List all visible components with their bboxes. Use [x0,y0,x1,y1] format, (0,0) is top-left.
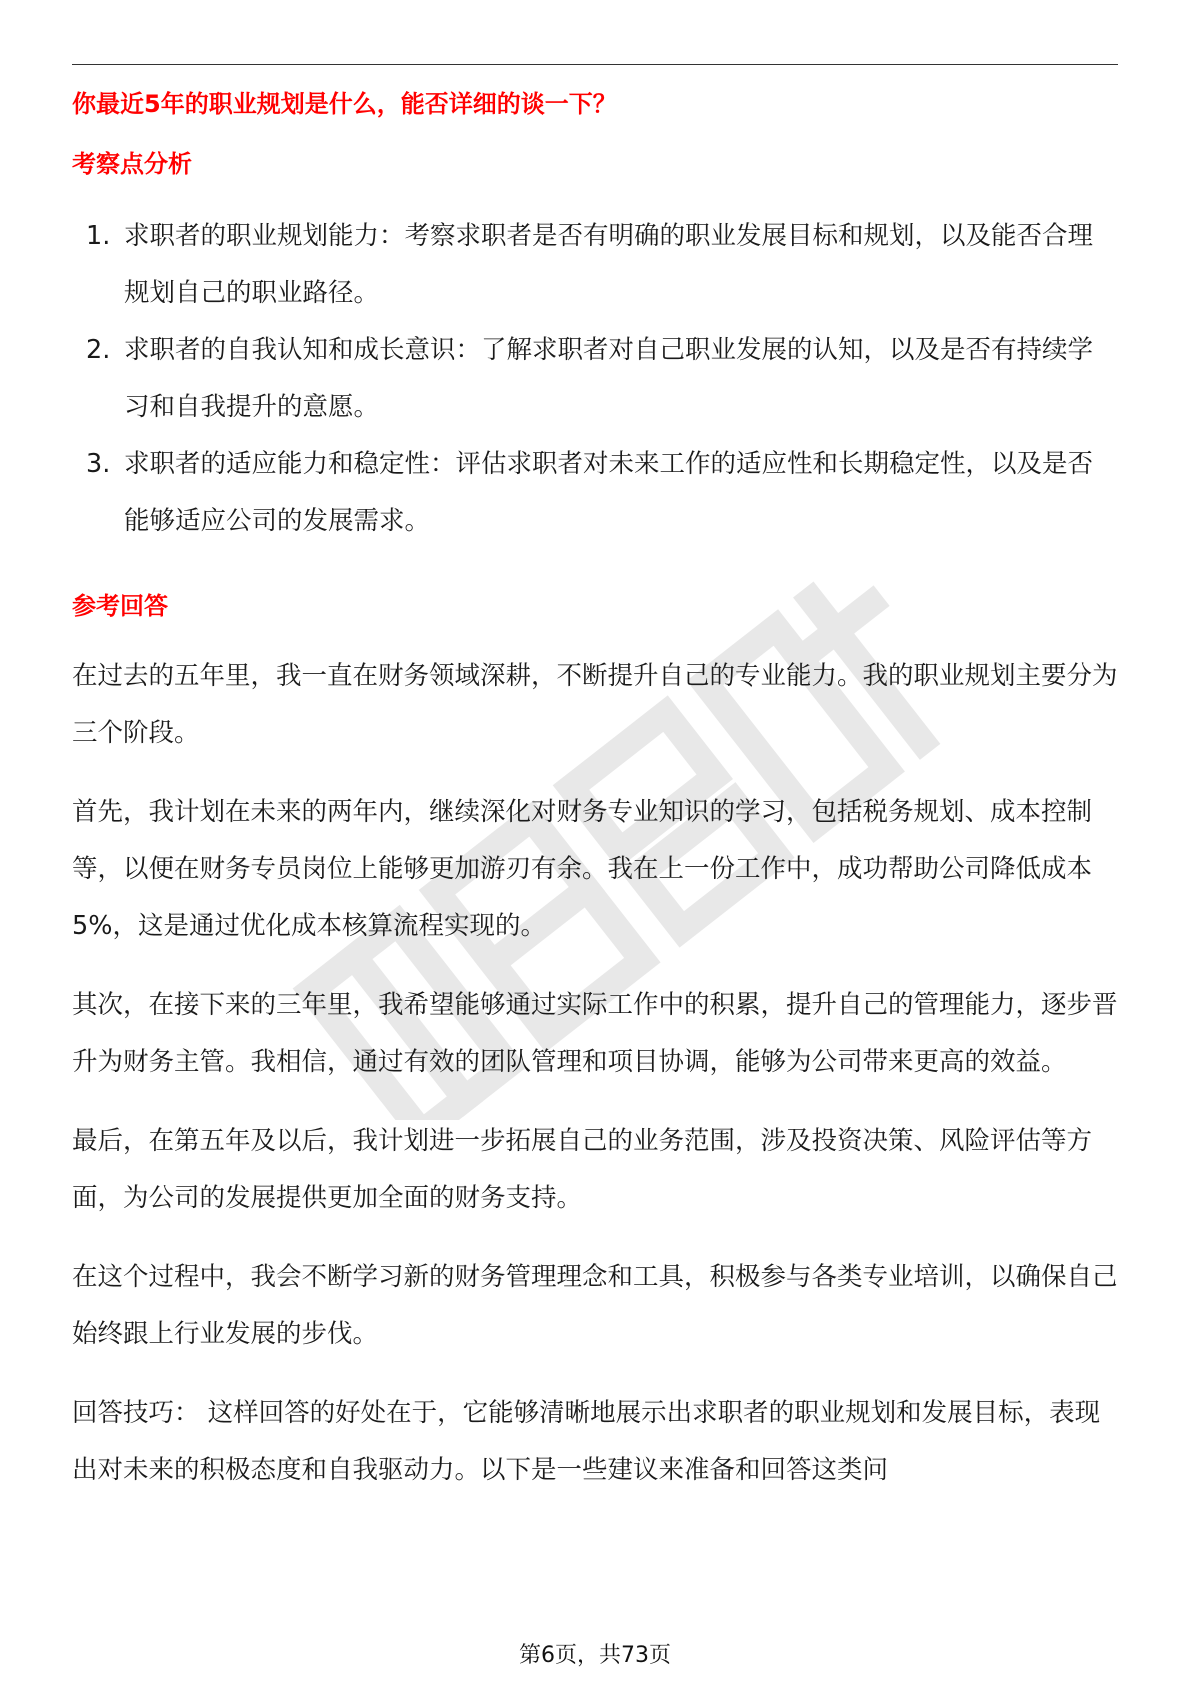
answer-paragraph: 最后，在第五年及以后，我计划进一步拓展自己的业务范围，涉及投资决策、风险评估等方面，为公司的发展提供更加全面的财务支持。 [72,1126,1093,1213]
analysis-point [72,322,1118,436]
page-footer: 第6页，共73页 [519,1643,671,1668]
point-text: 求职者的职业规划能力：考察求职者是否有明确的职业发展目标和规划，以及能否合理规划自己的职业路径。 [124,221,1094,308]
answer-paragraph: 在这个过程中，我会不断学习新的财务管理理念和工具，积极参与各类专业培训，以确保自己始终跟上行业发展的步伐。 [72,1262,1118,1349]
point-number: 1. [86,221,111,251]
answer-paragraph: 在过去的五年里，我一直在财务领域深耕，不断提升自己的专业能力。我的职业规划主要分为三个阶段。 [72,661,1118,748]
answer-paragraph: 其次，在接下来的三年里，我希望能够通过实际工作中的积累，提升自己的管理能力，逐步晋升为财务主管。我相信，通过有效的团队管理和项目协调，能够为公司带来更高的效益。 [72,990,1118,1077]
point-text: 求职者的自我认知和成长意识：了解求职者对自己职业发展的认知，以及是否有持续学习和自我提升的意愿。 [124,335,1094,422]
point-number: 2. [86,335,111,365]
answer-tips-paragraph: 回答技巧： 这样回答的好处在于，它能够清晰地展示出求职者的职业规划和发展目标，表现出对未来的积极态度和自我驱动力。以下是一些建议来准备和回答这类问 [72,1398,1101,1485]
top-rule [72,64,1118,65]
point-number: 3. [86,449,111,479]
question-heading: 你最近5年的职业规划是什么，能否详细的谈一下？ [72,90,617,118]
answer-heading: 参考回答 [72,592,168,620]
analysis-point [72,208,1118,322]
analysis-heading: 考察点分析 [72,150,192,178]
analysis-point [72,436,1118,550]
point-text: 求职者的适应能力和稳定性：评估求职者对未来工作的适应性和长期稳定性，以及是否能够适应公司的发展需求。 [124,449,1094,536]
analysis-points [72,208,1118,550]
page-content [72,84,1118,1499]
answer-paragraph: 首先，我计划在未来的两年内，继续深化对财务专业知识的学习，包括税务规划、成本控制等，以便在财务专员岗位上能够更加游刃有余。我在上一份工作中，成功帮助公司降低成本5%，这是通过优化成本核算流程实现的。 [72,797,1093,941]
